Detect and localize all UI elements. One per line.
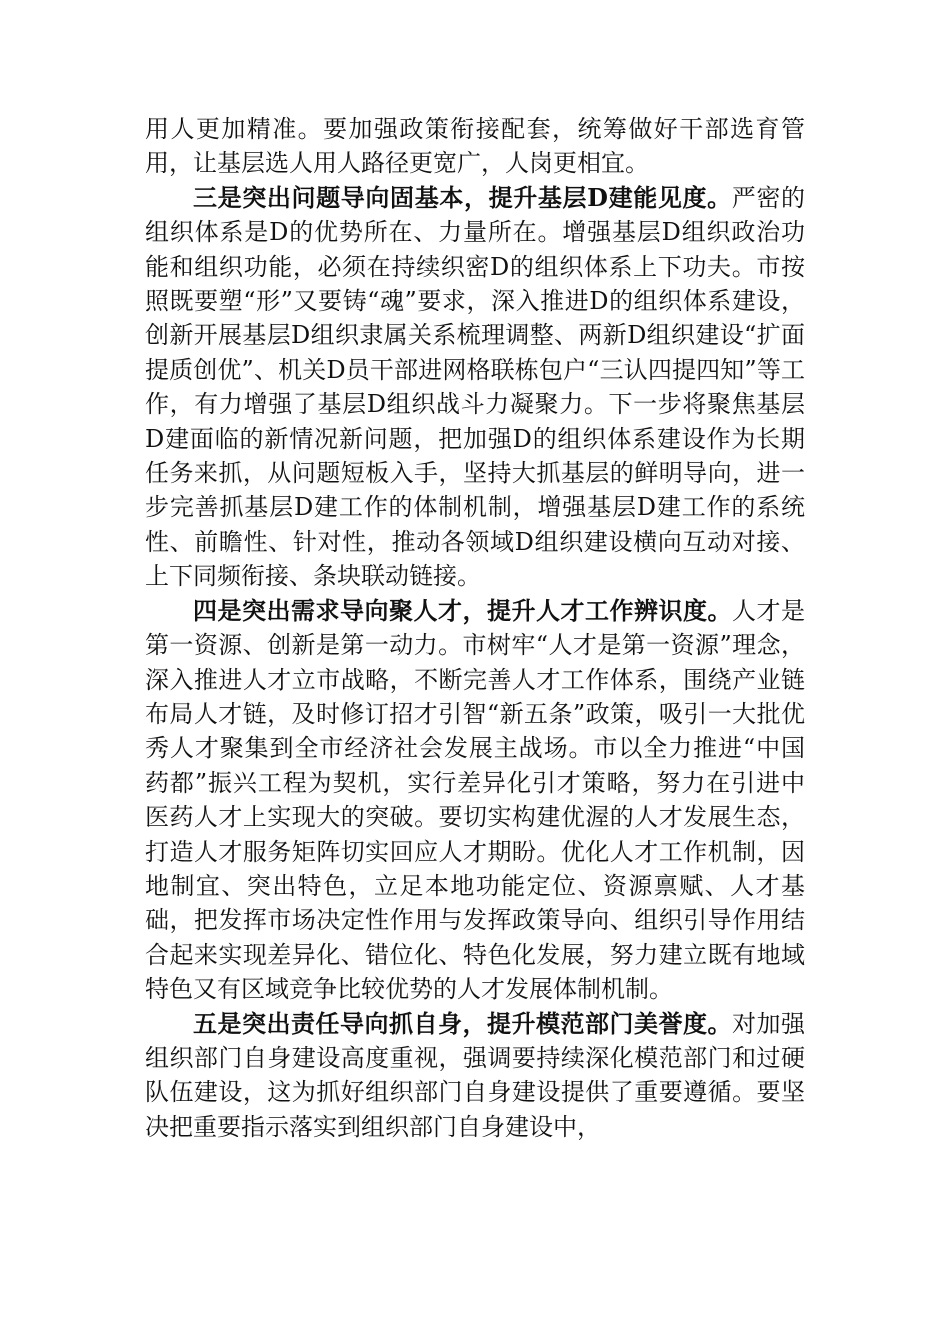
paragraph-item-5: [145, 1007, 805, 1145]
paragraph-text: 对加强组织部门自身建设高度重视，强调要持续深化模范部门和过硬队伍建设，这为抓好组织部门自身建设提供了重要遵循。要坚决把重要指示落实到组织部门自身建设中，: [145, 1009, 805, 1141]
paragraph-text: 用人更加精准。要加强政策衔接配套，统筹做好干部选育管用，让基层选人用人路径更宽广，人岗更相宜。: [145, 115, 805, 178]
document-page: [145, 112, 805, 1144]
paragraph-heading: 三是突出问题导向固基本，提升基层D建能见度。: [193, 182, 732, 212]
paragraph-continuation: [145, 112, 805, 181]
paragraph-text: 严密的组织体系是D的优势所在、力量所在。增强基层D组织政治功能和组织功能，必须在持续织密D的组织体系上下功夫。市按照既要塑“形”又要铸“魂”要求，深入推进D的组织体系建设，创新开展基层D组织隶属关系梳理调整、两新D组织建设“扩面提质创优”、机关D员干部进网格联栋包户“三认四提四知”等工作，有力增强了基层D组织战斗力凝聚力。下一步将聚焦基层D建面临的新情况新问题，把加强D的组织体系建设作为长期任务来抓，从问题短板入手，坚持大抓基层的鲜明导向，进一步完善抓基层D建工作的体制机制，增强基层D建工作的系统性、前瞻性、针对性，推动各领域D组织建设横向互动对接、上下同频衔接、条块联动链接。: [145, 183, 805, 591]
paragraph-heading: 四是突出需求导向聚人才，提升人才工作辨识度。: [193, 595, 732, 625]
paragraph-heading: 五是突出责任导向抓自身，提升模范部门美誉度。: [193, 1008, 732, 1038]
paragraph-item-3: [145, 181, 805, 594]
paragraph-text: 人才是第一资源、创新是第一动力。市树牢“人才是第一资源”理念，深入推进人才立市战略，不断完善人才工作体系，围绕产业链布局人才链，及时修订招才引智“新五条”政策，吸引一大批优秀人才聚集到全市经济社会发展主战场。市以全力推进“中国药都”振兴工程为契机，实行差异化引才策略，努力在引进中医药人才上实现大的突破。要切实构建优渥的人才发展生态，打造人才服务矩阵切实回应人才期盼。优化人才工作机制，因地制宜、突出特色，立足本地功能定位、资源禀赋、人才基础，把发挥市场决定性作用与发挥政策导向、组织引导作用结合起来实现差异化、错位化、特色化发展，努力建立既有地域特色又有区域竞争比较优势的人才发展体制机制。: [145, 596, 805, 1004]
paragraph-item-4: [145, 594, 805, 1007]
